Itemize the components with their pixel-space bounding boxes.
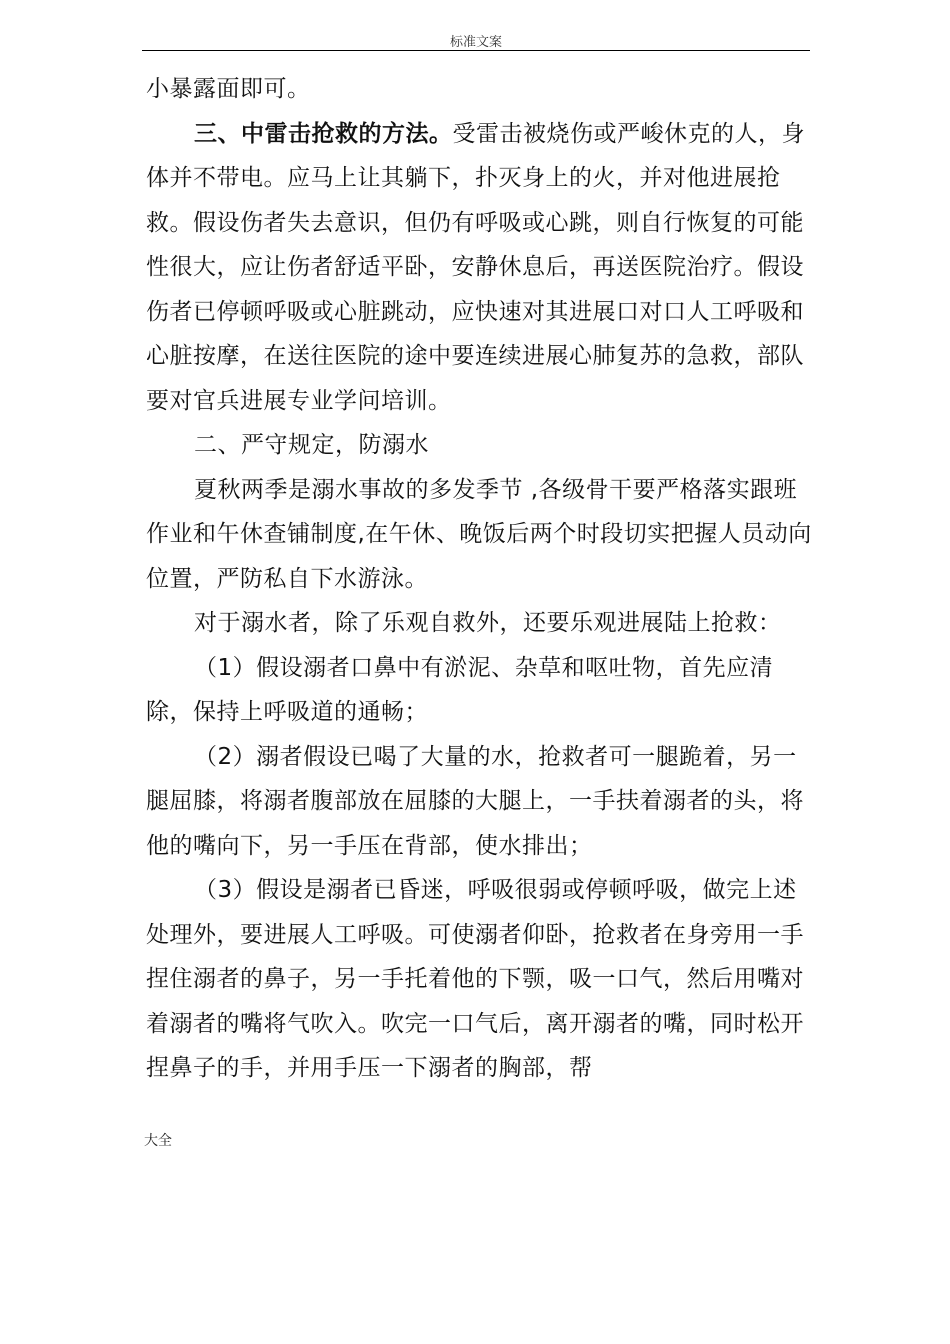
list-item-2: （2）溺者假设已喝了大量的水，抢救者可一腿跪着，另一腿屈膝，将溺者腹部放在屈膝的大腿上，一手扶着溺者的头，将他的嘴向下，另一手压在背部，使水排出；: [146, 743, 804, 859]
paragraph-land-rescue-intro: 对于溺水者，除了乐观自救外，还要乐观进展陆上抢救：: [194, 610, 782, 636]
header-rule: [142, 50, 810, 51]
paragraph-continuation: 小暴露面即可。: [146, 76, 311, 102]
section-heading-lightning: 三、中雷击抢救的方法。: [194, 120, 453, 147]
list-item-3: （3）假设是溺者已昏迷，呼吸很弱或停顿呼吸，做完上述处理外，要进展人工呼吸。可使溺者仰卧，抢救者在身旁用一手捏住溺者的鼻子，另一手托着他的下颚，吸一口气，然后用嘴对着溺者的嘴将气吹入。吹完一口气后，离开溺者的嘴，同时松开捏鼻子的手，并用手压一下溺者的胸部，帮: [146, 877, 804, 1081]
paragraph-lightning-rescue: [146, 112, 814, 424]
paragraph-lightning-text: 受雷击被烧伤或严峻休克的人，身体并不带电。应马上让其躺下，扑灭身上的火，并对他进展抢救。假设伤者失去意识，但仍有呼吸或心跳，则自行恢复的可能性很大，应让伤者舒适平卧，安静休息后，再送医院治疗。假设伤者已停顿呼吸或心脏跳动，应快速对其进展口对口人工呼吸和心脏按摩，在送往医院的途中要连续进展心肺复苏的急救，部队要对官兵进展专业学问培训。: [146, 120, 805, 414]
paragraph-drowning-season: 夏秋两季是溺水事故的多发季节 ,各级骨干要严格落实跟班作业和午休查铺制度,在午休、晚饭后两个时段切实把握人员动向位置，严防私自下水游泳。: [146, 476, 812, 592]
list-item-1: （1）假设溺者口鼻中有淤泥、杂草和呕吐物，首先应清除，保持上呼吸道的通畅；: [146, 654, 774, 725]
section-heading-drowning: 二、严守规定，防溺水: [194, 432, 429, 458]
document-body: [146, 67, 814, 1091]
page-footer: 大全: [144, 1133, 172, 1149]
page-header: 标准文案: [449, 35, 502, 50]
